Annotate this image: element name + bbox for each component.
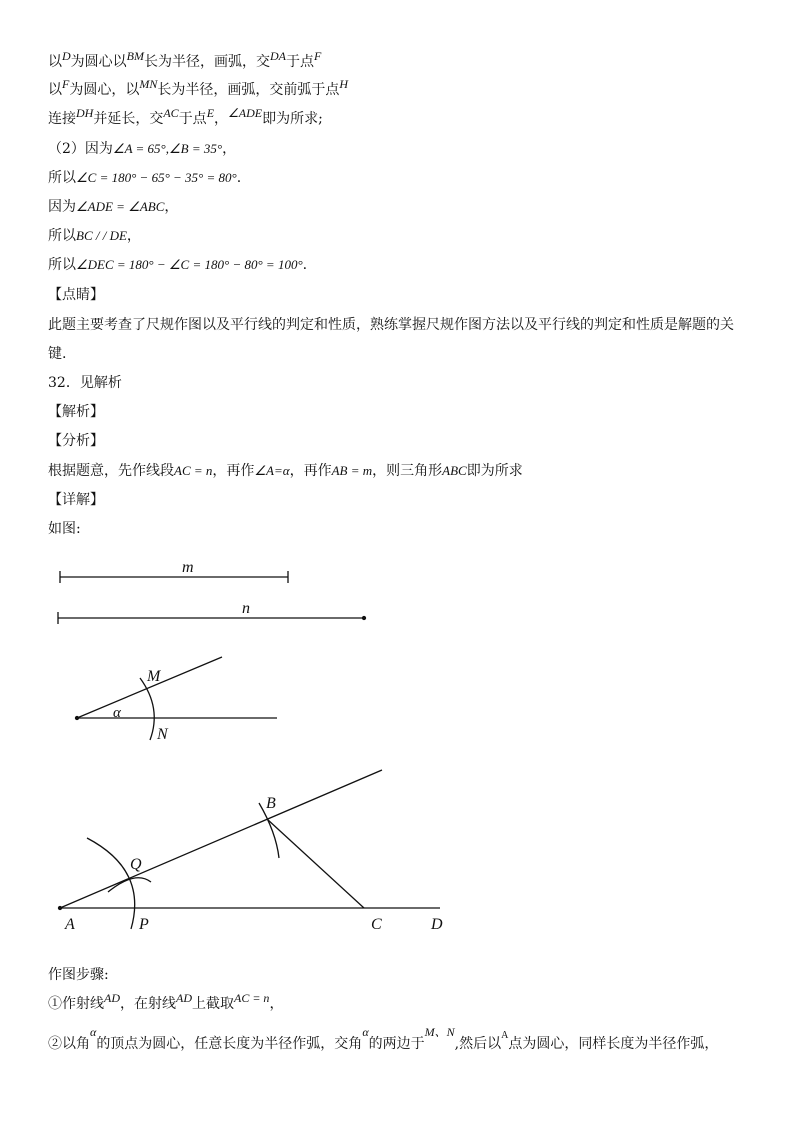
math: A (501, 1030, 509, 1041)
text: ，则三角形 (372, 463, 443, 479)
ray-AB (60, 770, 382, 908)
text: 所以 (48, 170, 76, 186)
text: 为圆心，以 (69, 82, 140, 98)
math: DH (76, 106, 94, 120)
label-Q: Q (130, 856, 142, 873)
dianjing-text-2: 键. (48, 346, 67, 362)
text: . (302, 257, 308, 273)
math: ∠A=α (254, 463, 290, 478)
text: 根据题意，先作线段 (48, 463, 174, 479)
math: ∠ADE = ∠ABC (76, 199, 165, 214)
text: 并延长，交 (93, 111, 164, 127)
math: ∠C = 180° − 65° − 35° = 80° (76, 170, 237, 185)
label-M: M (147, 668, 161, 685)
text: 于点 (286, 54, 314, 70)
math: ABC (442, 463, 467, 478)
text: ②以角 (48, 1036, 90, 1052)
math: H (339, 77, 349, 91)
angle-ray-upper (77, 657, 222, 718)
math: M、N (424, 1025, 455, 1039)
fenxi-heading: 【分析】 (48, 433, 104, 449)
text: ，再作 (289, 463, 332, 479)
text: ，在射线 (120, 996, 176, 1012)
text: 所以 (48, 257, 76, 273)
rutu-text: 如图: (48, 521, 81, 537)
label-C: C (371, 916, 382, 933)
label-alpha: α (113, 705, 121, 721)
text: 的两边于 (368, 1036, 425, 1052)
math: AD (176, 991, 192, 1005)
arc-PQ (87, 838, 135, 929)
text: ， (164, 199, 179, 215)
math: AD (104, 991, 120, 1005)
text: 长为半径，画弧，交前弧于点 (157, 82, 340, 98)
label-A: A (65, 916, 75, 933)
text: ， (214, 111, 229, 127)
text: 以 (48, 54, 62, 70)
text: 长为半径，画弧，交 (144, 54, 270, 70)
math: AC (163, 106, 179, 120)
math: BC / / DE (76, 228, 127, 243)
math: ∠DEC = 180° − ∠C = 180° − 80° = 100° (76, 257, 303, 272)
math: DA (270, 49, 286, 63)
math: ∠A = 65°,∠B = 35° (112, 141, 223, 156)
text: （2）因为 (48, 141, 113, 157)
label-P: P (139, 916, 149, 933)
steps-heading: 作图步骤: (48, 967, 109, 983)
text: 上截取 (192, 996, 234, 1012)
segment-BC (267, 819, 364, 908)
text: 点为圆心，同样长度为半径作弧， (508, 1036, 719, 1052)
text: ①作射线 (48, 996, 104, 1012)
math: BM (126, 49, 144, 63)
text: 为圆心以 (70, 54, 127, 70)
math: AC = n (174, 463, 213, 478)
text: ,然后以 (454, 1036, 502, 1052)
label-n: n (242, 600, 250, 617)
text: 即为所求 (466, 463, 523, 479)
segment-n-end-dot (363, 617, 366, 620)
text: 所以 (48, 228, 76, 244)
angle-vertex-dot (76, 717, 79, 720)
step-1 (48, 991, 284, 1014)
math: AB = m (331, 463, 373, 478)
text: 的顶点为圆心，任意长度为半径作弧，交角 (96, 1036, 363, 1052)
text: . (236, 170, 242, 186)
jiexi-heading: 【解析】 (48, 404, 104, 420)
angle-arc (140, 678, 154, 740)
point-A-dot (59, 907, 62, 910)
math: AC = n (234, 991, 270, 1005)
step-2 (48, 1025, 719, 1056)
text: ，再作 (212, 463, 255, 479)
xiangjie-heading: 【详解】 (48, 492, 104, 508)
math: D (62, 49, 71, 63)
text: 因为 (48, 199, 76, 215)
text: ， (269, 996, 284, 1012)
text: ， (126, 228, 141, 244)
label-B: B (266, 795, 276, 812)
label-N: N (157, 726, 168, 743)
math: α (90, 1025, 97, 1039)
math: E (206, 106, 215, 120)
label-D: D (431, 916, 443, 933)
dianjing-heading: 【点睛】 (48, 287, 104, 303)
label-m: m (182, 559, 194, 576)
text: 即为所求; (262, 111, 323, 127)
question-32-title: 32．见解析 (48, 375, 122, 391)
text: ， (222, 141, 237, 157)
dianjing-text-1: 此题主要考查了尺规作图以及平行线的判定和性质，熟练掌握尺规作图方法以及平行线的判定和性质是解题的关 (48, 317, 734, 333)
math: F (314, 49, 322, 63)
text: 于点 (178, 111, 207, 127)
math: α (362, 1025, 369, 1039)
text: 连接 (48, 111, 76, 127)
text: 以 (48, 82, 62, 98)
math: ∠ADE (228, 106, 263, 120)
math: MN (139, 77, 158, 91)
math: F (62, 77, 70, 91)
